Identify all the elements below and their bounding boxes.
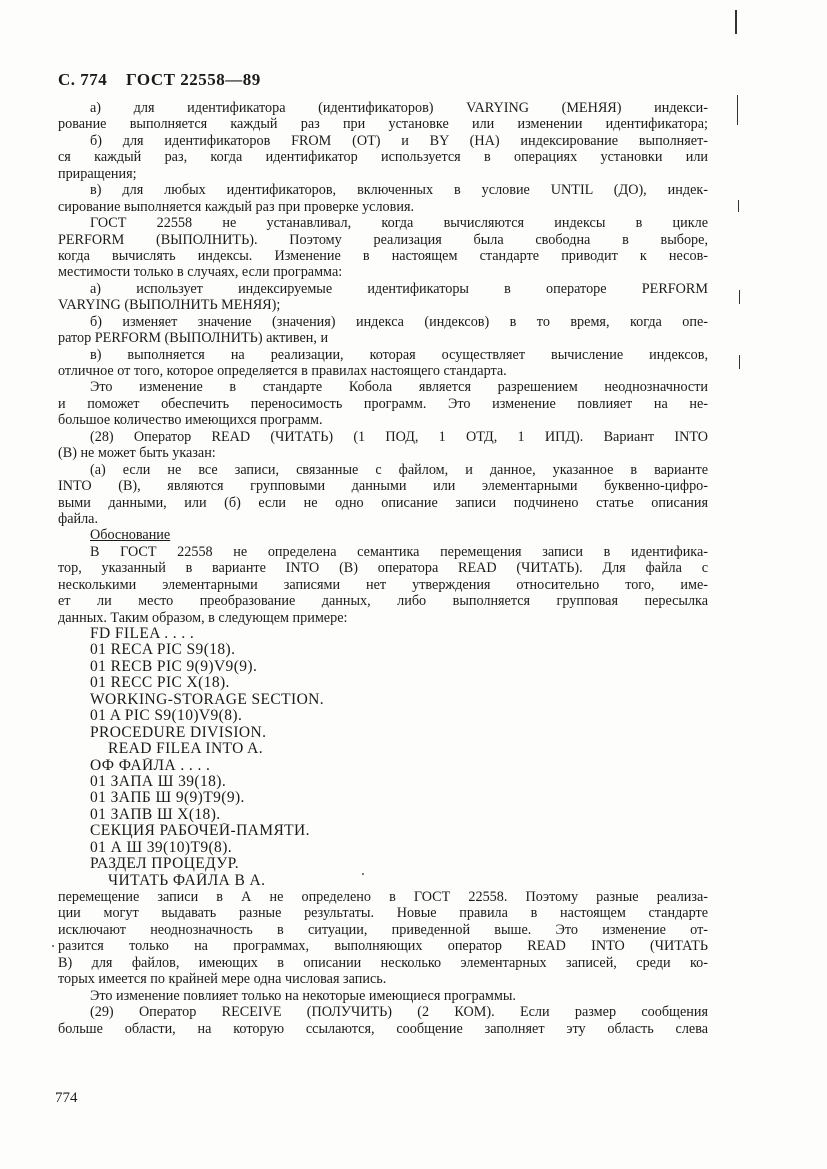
code-line: 01 RECA PIC S9(18). [90, 642, 236, 659]
text-line: рование выполняется каждый раз при установке или изменении идентификатора; [58, 116, 708, 133]
text-line: VARYING (ВЫПОЛНИТЬ МЕНЯЯ); [58, 297, 281, 314]
section-heading-28: (28) Оператор READ (ЧИТАТЬ) (1 ПОД, 1 ОТД, 1 ИПД). Вариант INTO [90, 428, 708, 445]
rationale-heading [58, 527, 708, 543]
code-line: 01 RECC PIC X(18). [90, 675, 230, 692]
standard-designation: ГОСТ 22558—89 [126, 70, 261, 89]
text-line: разится только на программах, выполняющих оператор READ INTO (ЧИТАТЬ [58, 938, 708, 955]
margin-scan-mark [739, 355, 740, 369]
code-line: WORKING-STORAGE SECTION. [90, 691, 325, 708]
text-line: приращения; [58, 165, 137, 182]
text-line: перемещение записи в А не определено в ГОСТ 22558. Поэтому разные реализа- [58, 889, 708, 905]
text-line: ГОСТ 22558 не устанавливал, когда вычисляются индексы в цикле [90, 215, 708, 232]
code-line: 01 А Ш 39(10)Т9(8). [90, 839, 233, 856]
section-heading-29: (29) Оператор RECEIVE (ПОЛУЧИТЬ) (2 КОМ). Если размер сообщения [90, 1004, 708, 1021]
text-line: В) для файлов, имеющих в описании несколько элементарных записей, среди ко- [58, 954, 708, 971]
text-line: в) для любых идентификаторов, включенных в условие UNTIL (ДО), индек- [90, 182, 708, 199]
text-line: данных. Таким образом, в следующем примере: [58, 609, 348, 626]
code-line: 01 ЗАПВ Ш X(18). [90, 806, 221, 823]
code-line: PROCEDURE DIVISION. [90, 724, 267, 741]
text-line: несколькими элементарными записями нет утверждения относительно того, име- [58, 576, 708, 593]
code-line: РАЗДЕЛ ПРОЦЕДУР. [90, 856, 240, 873]
margin-scan-mark [738, 200, 739, 212]
scan-speck [362, 873, 364, 875]
text-line: (В) не может быть указан: [58, 445, 216, 462]
text-line: большое количество имеющихся программ. [58, 412, 323, 429]
text-line: сирование выполняется каждый раз при проверке условия. [58, 198, 415, 215]
text-line: когда вычислять индексы. Изменение в настоящем стандарте приводит к несов- [58, 247, 708, 264]
scan-speck [52, 945, 54, 947]
text-line: ет ли место преобразование данных, либо выполняется групповая пересылка [58, 593, 708, 610]
page-header [58, 70, 275, 90]
text-line: Это изменение повлияет только на некоторые имеющиеся программы. [90, 987, 516, 1004]
text-line: и поможет обеспечить переносимость программ. Это изменение повлияет на не- [58, 395, 708, 412]
code-line: READ FILEA INTO A. [108, 741, 264, 758]
text-line: файла. [58, 510, 99, 527]
text-line: исключают неоднозначность в ситуации, приведенной выше. Это изменение от- [58, 921, 708, 938]
rationale-heading-text: Обоснование [90, 527, 171, 544]
margin-scan-mark [735, 10, 737, 34]
code-line: 01 ЗАПБ Ш 9(9)Т9(9). [90, 790, 245, 807]
code-line: ЧИТАТЬ ФАЙЛА В А. [108, 872, 266, 889]
text-line: ции могут выдавать разные результаты. Новые правила в настоящем стандарте [58, 905, 708, 922]
page-number: 774 [55, 1090, 78, 1106]
text-line: В ГОСТ 22558 не определена семантика перемещения записи в идентифика- [90, 543, 708, 560]
margin-scan-mark [739, 290, 740, 304]
text-line: а) для идентификатора (идентификаторов) VARYING (МЕНЯЯ) индекси- [90, 100, 708, 116]
text-line: б) для идентификаторов FROM (ОТ) и BY (НА) индексирование выполняет- [90, 132, 708, 149]
text-line: ратор PERFORM (ВЫПОЛНИТЬ) активен, и [58, 330, 329, 347]
text-line: INTO (В), являются групповыми данными или элементарными буквенно-цифро- [58, 478, 708, 495]
text-line: ся каждый раз, когда идентификатор используется в операциях установки или [58, 149, 708, 166]
margin-scan-mark [737, 95, 738, 125]
code-line: 01 ЗАПА Ш 39(18). [90, 773, 227, 790]
text-line: торых имеется по крайней мере одна числовая запись. [58, 971, 387, 988]
code-line: СЕКЦИЯ РАБОЧЕЙ-ПАМЯТИ. [90, 823, 310, 840]
text-line: (а) если не все записи, связанные с файлом, и данное, указанное в варианте [90, 461, 708, 478]
text-line: выми данными, или (б) если не одно описание записи подчинено статье описания [58, 494, 708, 511]
code-line: FD FILEA . . . . [90, 626, 195, 642]
page-label: С. 774 [58, 70, 108, 89]
text-line: местимости только в случаях, если программа: [58, 264, 343, 281]
text-line: отличное от того, которое определяется в правилах настоящего стандарта. [58, 363, 507, 379]
code-line: 01 RECB PIC 9(9)V9(9). [90, 658, 258, 675]
text-line: в) выполняется на реализации, которая осуществляет вычисление индексов, [90, 346, 708, 363]
text-line: Это изменение в стандарте Кобола является разрешением неоднозначности [90, 379, 708, 396]
text-line: PERFORM (ВЫПОЛНИТЬ). Поэтому реализация была свободна в выборе, [58, 231, 708, 248]
text-line: а) использует индексируемые идентификаторы в операторе PERFORM [90, 280, 708, 297]
code-line: 01 A PIC S9(10)V9(8). [90, 708, 243, 725]
text-line: тор, указанный в варианте INTO (В) оператора READ (ЧИТАТЬ). Для файла с [58, 560, 708, 577]
code-line: ОФ ФАЙЛА . . . . [90, 757, 211, 774]
body-text [58, 100, 708, 1037]
text-line: б) изменяет значение (значения) индекса (индексов) в то время, когда опе- [90, 313, 708, 330]
text-line: больше области, на которую ссылаются, сообщение заполняет эту область слева [58, 1020, 708, 1037]
